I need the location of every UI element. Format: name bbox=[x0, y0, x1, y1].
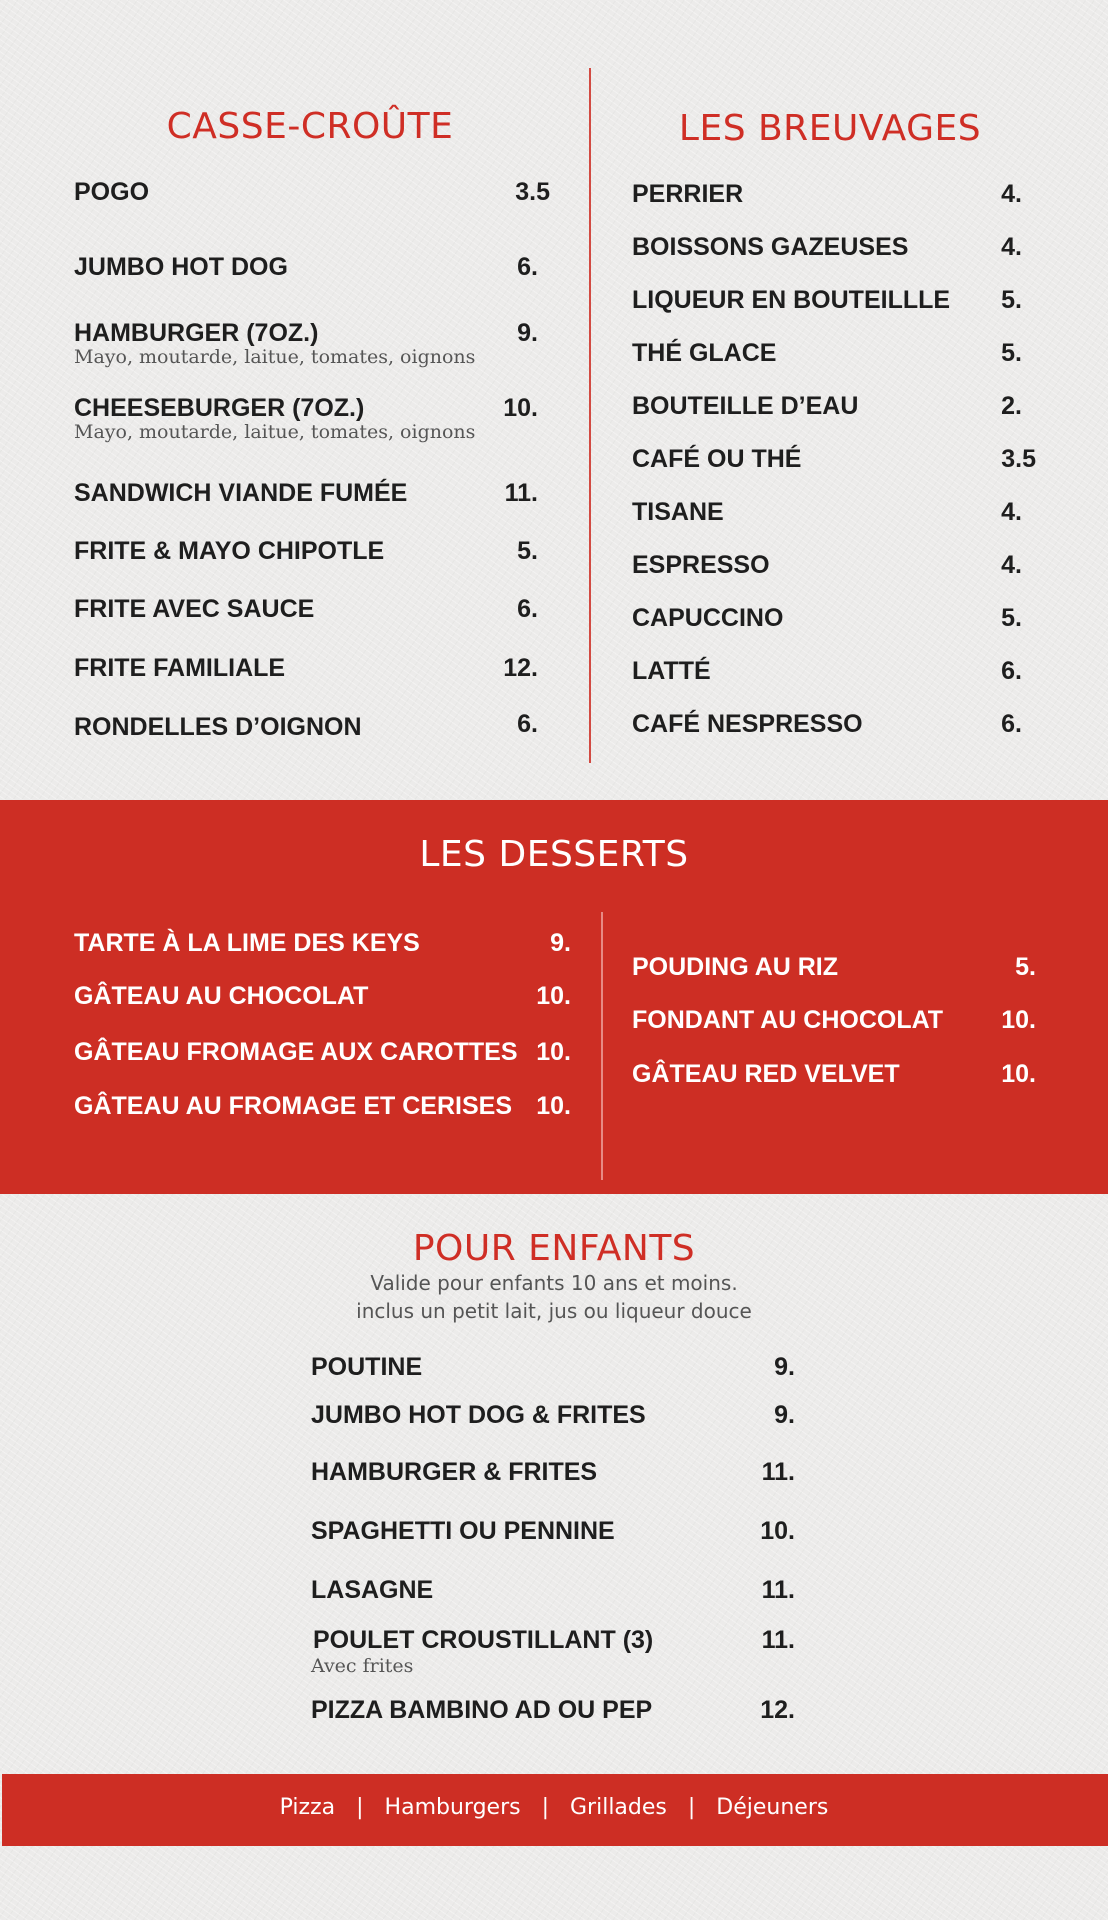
casse-item-name: FRITE & MAYO CHIPOTLE bbox=[74, 537, 385, 565]
desserts-divider bbox=[601, 912, 603, 1180]
breuvages-item-price: 6. bbox=[1001, 657, 1022, 685]
casse-item-price: 11. bbox=[504, 479, 538, 507]
breuvages-item-price: 4. bbox=[1001, 233, 1022, 261]
casse-item-name: SANDWICH VIANDE FUMÉE bbox=[74, 479, 408, 507]
breuvages-item-name: LIQUEUR EN BOUTEILLLE bbox=[632, 286, 951, 314]
footer-category: Déjeuners bbox=[716, 1795, 829, 1820]
dessert-item-price: 10. bbox=[536, 1038, 571, 1066]
casse-item-price: 5. bbox=[517, 537, 538, 565]
dessert-item-name: TARTE À LA LIME DES KEYS bbox=[74, 929, 420, 957]
dessert-item-price: 10. bbox=[1001, 1006, 1036, 1034]
casse-item-description: Mayo, moutarde, laitue, tomates, oignons bbox=[74, 346, 476, 368]
dessert-item-name: GÂTEAU FROMAGE AUX CAROTTES bbox=[74, 1038, 518, 1066]
enfants-item-name: HAMBURGER & FRITES bbox=[311, 1458, 598, 1486]
breuvages-item-price: 6. bbox=[1001, 710, 1022, 738]
casse-croute-title: CASSE-CROÛTE bbox=[166, 106, 454, 147]
casse-item-price: 6. bbox=[517, 710, 538, 738]
casse-item-name: POGO bbox=[74, 178, 150, 206]
dessert-item-price: 10. bbox=[536, 982, 571, 1010]
casse-item-name: HAMBURGER (7OZ.) bbox=[74, 319, 319, 347]
breuvages-title: LES BREUVAGES bbox=[678, 108, 982, 149]
breuvages-item-name: BOUTEILLE D’EAU bbox=[632, 392, 859, 420]
dessert-item-name: GÂTEAU RED VELVET bbox=[632, 1060, 900, 1088]
enfants-item-name: SPAGHETTI OU PENNINE bbox=[311, 1517, 615, 1545]
dessert-item-price: 10. bbox=[536, 1092, 571, 1120]
enfants-item-description: Avec frites bbox=[311, 1655, 414, 1677]
dessert-item-name: GÂTEAU AU CHOCOLAT bbox=[74, 982, 369, 1010]
footer-separator: | bbox=[687, 1795, 696, 1820]
breuvages-item-name: LATTÉ bbox=[632, 657, 711, 685]
enfants-item-price: 11. bbox=[761, 1458, 795, 1486]
enfants-item-name: PIZZA BAMBINO AD OU PEP bbox=[311, 1696, 653, 1724]
casse-item-name: CHEESEBURGER (7OZ.) bbox=[74, 394, 365, 422]
dessert-item-price: 5. bbox=[1015, 953, 1036, 981]
breuvages-item-price: 5. bbox=[1001, 286, 1022, 314]
breuvages-item-name: CAFÉ NESPRESSO bbox=[632, 710, 863, 738]
enfants-subtitle: inclus un petit lait, jus ou liqueur douce bbox=[356, 1299, 752, 1323]
enfants-subtitle: Valide pour enfants 10 ans et moins. bbox=[370, 1271, 738, 1295]
breuvages-item-price: 2. bbox=[1001, 392, 1022, 420]
breuvages-item-name: ESPRESSO bbox=[632, 551, 770, 579]
footer-separator: | bbox=[356, 1795, 364, 1820]
breuvages-item-name: THÉ GLACE bbox=[632, 339, 777, 367]
footer-category: Pizza bbox=[279, 1795, 336, 1820]
enfants-title: POUR ENFANTS bbox=[412, 1228, 696, 1269]
casse-item-description: Mayo, moutarde, laitue, tomates, oignons bbox=[74, 421, 476, 443]
enfants-item-price: 9. bbox=[774, 1353, 795, 1381]
breuvages-item-name: PERRIER bbox=[632, 180, 744, 208]
breuvages-item-name: CAPUCCINO bbox=[632, 604, 784, 632]
enfants-item-price: 9. bbox=[774, 1401, 795, 1429]
enfants-item-price: 10. bbox=[760, 1517, 795, 1545]
casse-item-price: 9. bbox=[517, 319, 538, 347]
dessert-item-name: GÂTEAU AU FROMAGE ET CERISES bbox=[74, 1092, 512, 1120]
enfants-item-name: LASAGNE bbox=[311, 1576, 434, 1604]
enfants-item-price: 11. bbox=[761, 1626, 795, 1654]
dessert-item-price: 9. bbox=[550, 929, 571, 957]
enfants-item-name: JUMBO HOT DOG & FRITES bbox=[311, 1401, 646, 1429]
casse-item-price: 6. bbox=[517, 595, 538, 623]
dessert-item-name: FONDANT AU CHOCOLAT bbox=[632, 1006, 944, 1034]
breuvages-item-price: 4. bbox=[1001, 551, 1022, 579]
footer-categories bbox=[0, 1797, 1108, 1819]
enfants-item-price: 12. bbox=[760, 1696, 795, 1724]
footer-category: Grillades bbox=[570, 1795, 667, 1820]
breuvages-item-price: 3.5 bbox=[1001, 445, 1036, 473]
casse-item-name: FRITE AVEC SAUCE bbox=[74, 595, 315, 623]
footer-separator: | bbox=[541, 1795, 549, 1820]
dessert-item-price: 10. bbox=[1001, 1060, 1036, 1088]
footer-category: Hamburgers bbox=[384, 1795, 521, 1820]
breuvages-item-name: BOISSONS GAZEUSES bbox=[632, 233, 909, 261]
enfants-item-name: POULET CROUSTILLANT (3) bbox=[313, 1626, 654, 1654]
casse-item-price: 3.5 bbox=[515, 178, 550, 206]
casse-item-price: 6. bbox=[517, 253, 538, 281]
breuvages-item-price: 4. bbox=[1001, 180, 1022, 208]
dessert-item-name: POUDING AU RIZ bbox=[632, 953, 839, 981]
enfants-item-name: POUTINE bbox=[311, 1353, 423, 1381]
breuvages-item-name: TISANE bbox=[632, 498, 724, 526]
enfants-item-price: 11. bbox=[761, 1576, 795, 1604]
casse-item-name: FRITE FAMILIALE bbox=[74, 654, 286, 682]
desserts-title: LES DESSERTS bbox=[419, 834, 689, 875]
column-divider bbox=[589, 68, 591, 763]
casse-item-name: RONDELLES D’OIGNON bbox=[74, 713, 362, 741]
breuvages-item-price: 5. bbox=[1001, 604, 1022, 632]
breuvages-item-price: 4. bbox=[1001, 498, 1022, 526]
casse-item-name: JUMBO HOT DOG bbox=[74, 253, 288, 281]
breuvages-item-name: CAFÉ OU THÉ bbox=[632, 445, 802, 473]
casse-item-price: 10. bbox=[503, 394, 538, 422]
breuvages-item-price: 5. bbox=[1001, 339, 1022, 367]
casse-item-price: 12. bbox=[503, 654, 538, 682]
